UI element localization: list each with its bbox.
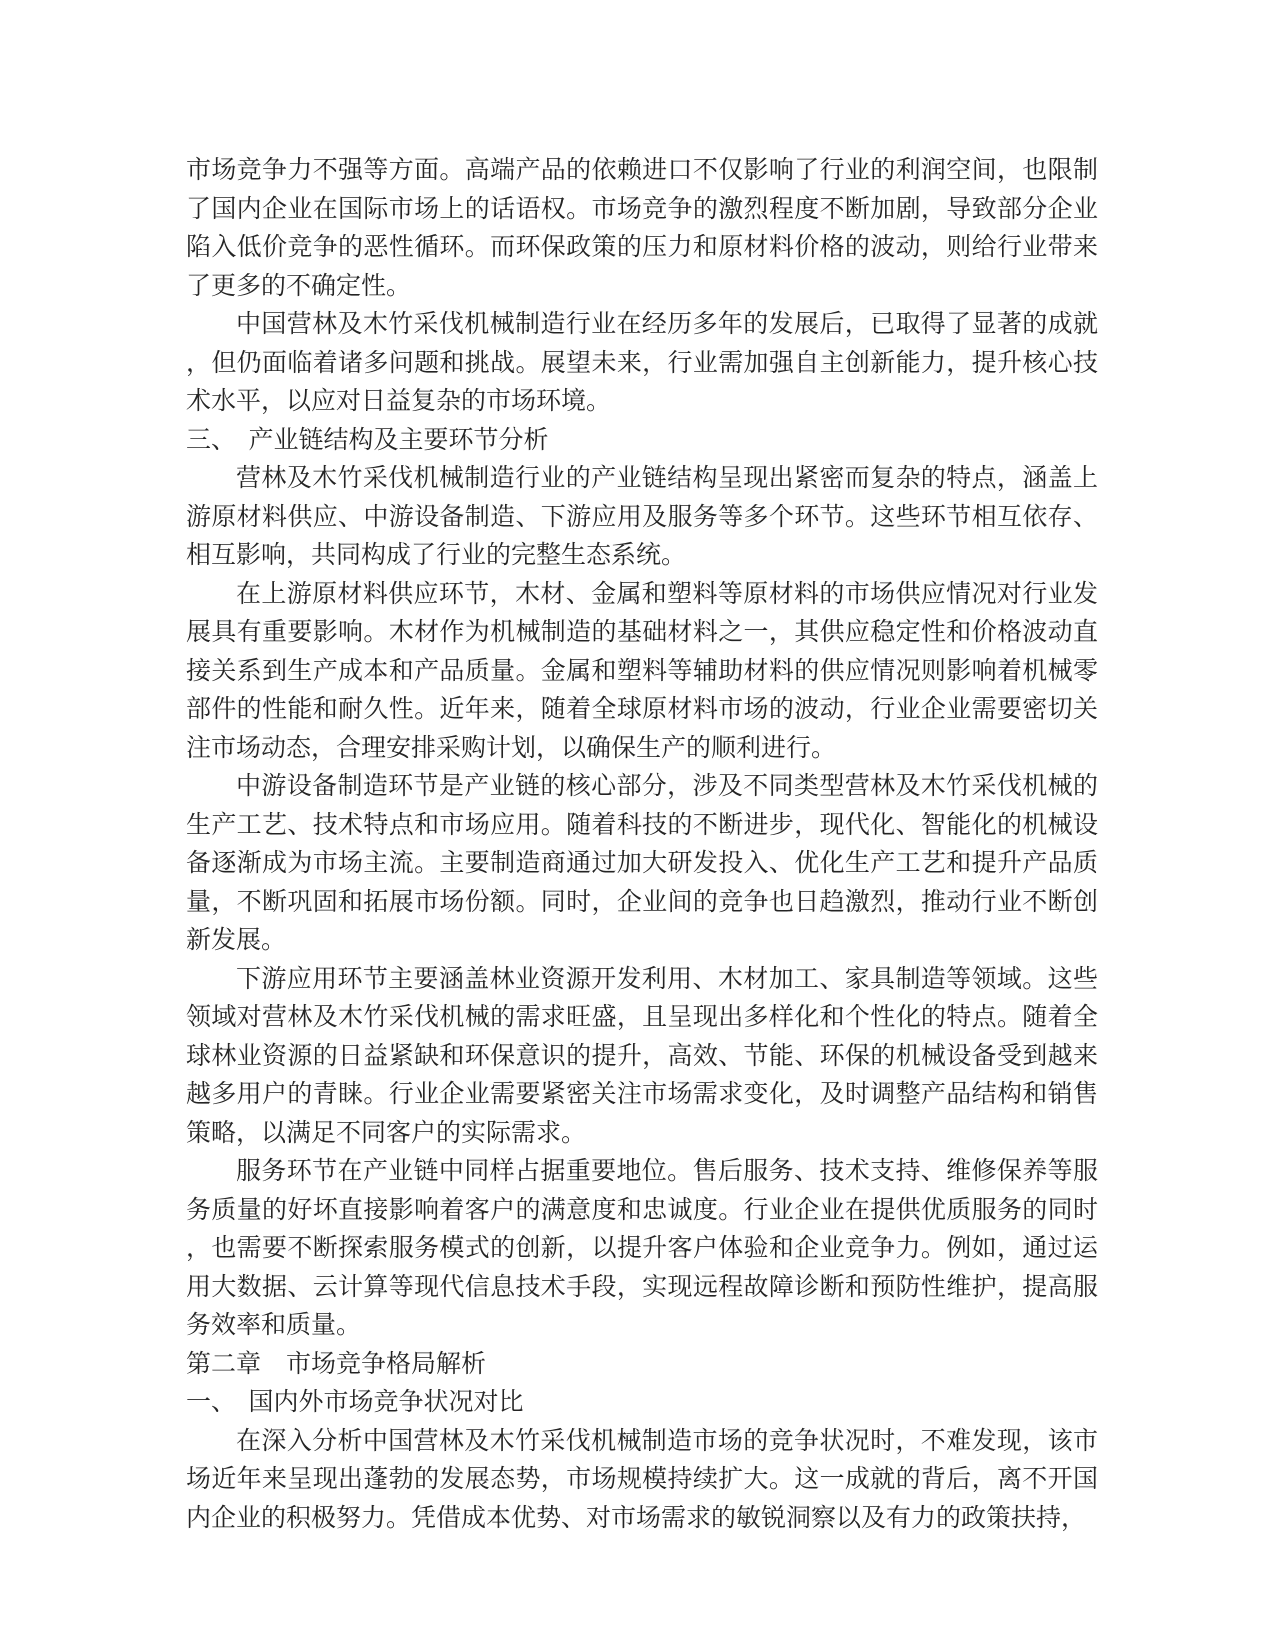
paragraph: 在深入分析中国营林及木竹采伐机械制造市场的竞争状况时，不难发现，该市场近年来呈现出蓬勃的发展态势，市场规模持续扩大。这一成就的背后，离不开国内企业的积极努力。凭借成本优势、对市场需求的敏锐洞察以及有力的政策扶持， <box>186 1427 1098 1532</box>
chapter-heading-market-competition: 第二章 市场竞争格局解析 <box>186 1350 487 1378</box>
text-content <box>186 152 1098 1538</box>
paragraph-continuation: 市场竞争力不强等方面。高端产品的依赖进口不仅影响了行业的利润空间，也限制了国内企业在国际市场上的话语权。市场竞争的激烈程度不断加剧，导致部分企业陷入低价竞争的恶性循环。而环保政策的压力和原材料价格的波动，则给行业带来了更多的不确定性。 <box>186 157 1098 300</box>
paragraph: 在上游原材料供应环节，木材、金属和塑料等原材料的市场供应情况对行业发展具有重要影响。木材作为机械制造的基础材料之一，其供应稳定性和价格波动直接关系到生产成本和产品质量。金属和塑料等辅助材料的供应情况则影响着机械零部件的性能和耐久性。近年来，随着全球原材料市场的波动，行业企业需要密切关注市场动态，合理安排采购计划，以确保生产的顺利进行。 <box>186 580 1098 762</box>
paragraph: 中游设备制造环节是产业链的核心部分，涉及不同类型营林及木竹采伐机械的生产工艺、技术特点和市场应用。随着科技的不断进步，现代化、智能化的机械设备逐渐成为市场主流。主要制造商通过加大研发投入、优化生产工艺和提升产品质量，不断巩固和拓展市场份额。同时，企业间的竞争也日趋激烈，推动行业不断创新发展。 <box>186 773 1098 954</box>
paragraph: 中国营林及木竹采伐机械制造行业在经历多年的发展后，已取得了显著的成就，但仍面临着诸多问题和挑战。展望未来，行业需加强自主创新能力，提升核心技术水平，以应对日益复杂的市场环境。 <box>186 311 1098 415</box>
paragraph: 服务环节在产业链中同样占据重要地位。售后服务、技术支持、维修保养等服务质量的好坏直接影响着客户的满意度和忠诚度。行业企业在提供优质服务的同时，也需要不断探索服务模式的创新，以提升客户体验和企业竞争力。例如，通过运用大数据、云计算等现代信息技术手段，实现远程故障诊断和预防性维护，提高服务效率和质量。 <box>186 1158 1098 1339</box>
paragraph: 下游应用环节主要涵盖林业资源开发利用、木材加工、家具制造等领域。这些领域对营林及木竹采伐机械的需求旺盛，且呈现出多样化和个性化的特点。随着全球林业资源的日益紧缺和环保意识的提升，高效、节能、环保的机械设备受到越来越多用户的青睐。行业企业需要紧密关注市场需求变化，及时调整产品结构和销售策略，以满足不同客户的实际需求。 <box>186 965 1098 1147</box>
section-heading-industry-chain: 三、 产业链结构及主要环节分析 <box>186 426 549 454</box>
paragraph: 营林及木竹采伐机械制造行业的产业链结构呈现出紧密而复杂的特点，涵盖上游原材料供应、中游设备制造、下游应用及服务等多个环节。这些环节相互依存、相互影响，共同构成了行业的完整生态系统。 <box>186 465 1098 569</box>
section-heading-domestic-foreign-comparison: 一、 国内外市场竞争状况对比 <box>186 1389 524 1416</box>
